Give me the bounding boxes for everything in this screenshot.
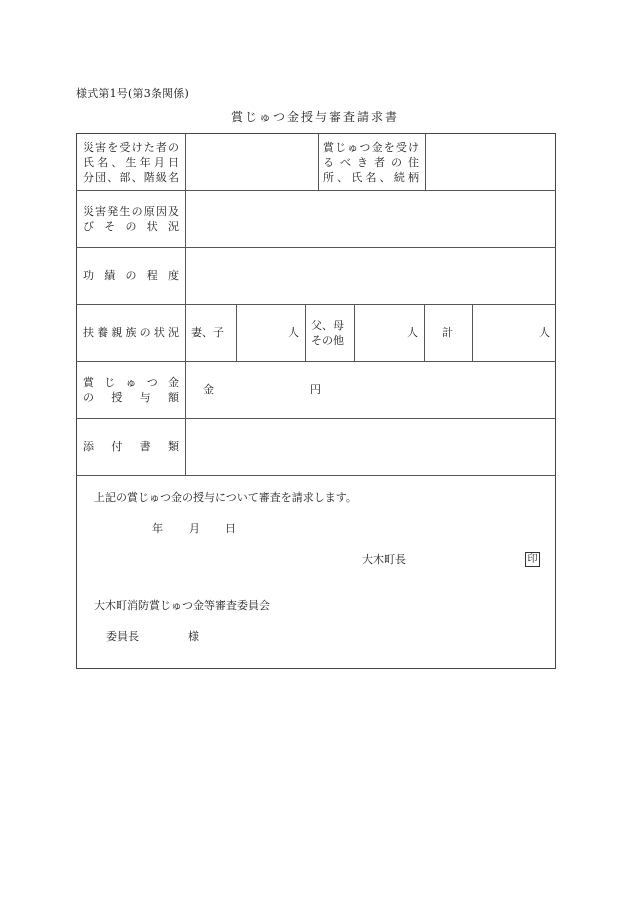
column-divider: [185, 133, 186, 475]
form-number: 様式第1号(第3条関係): [76, 87, 189, 100]
committee-name: 大木町消防賞じゅつ金等審査委員会: [94, 599, 270, 612]
date-year: 年: [152, 522, 163, 535]
victim-info-label: 災害を受けた者の 氏名、生年月日 分団、部、階級名: [83, 141, 179, 184]
mayor-addressee: 大木町長: [362, 553, 406, 566]
award-amount-label: 賞じゅつ金 の授与額: [83, 376, 179, 404]
row-divider: [76, 361, 556, 362]
total-unit: 人: [539, 326, 550, 339]
merit-degree-label: 功績の程度: [83, 269, 179, 282]
honorific: 様: [188, 630, 199, 643]
dependents-status-label: 扶養親族の状況: [83, 326, 179, 339]
attachments-label: 添付書類: [83, 440, 179, 453]
row-divider: [76, 190, 556, 191]
amount-unit: 円: [310, 383, 321, 396]
form-title: 賞じゅつ金授与審査請求書: [230, 110, 399, 124]
date-month: 月: [189, 522, 200, 535]
column-divider: [318, 133, 319, 190]
spouse-children-unit: 人: [288, 326, 299, 339]
column-divider: [354, 304, 355, 361]
request-statement: 上記の賞じゅつ金の授与について審査を請求します。: [94, 491, 357, 504]
parents-other-unit: 人: [407, 326, 418, 339]
column-divider: [472, 304, 473, 361]
seal-mark: 印: [525, 552, 540, 567]
column-divider: [424, 304, 425, 361]
row-divider: [76, 304, 556, 305]
chairman-title: 委員長: [106, 630, 139, 643]
column-divider: [305, 304, 306, 361]
column-divider: [425, 133, 426, 190]
amount-prefix: 金: [203, 383, 214, 396]
parents-other-label: 父、母 その他: [311, 319, 344, 347]
row-divider: [76, 247, 556, 248]
column-divider: [236, 304, 237, 361]
row-divider: [76, 418, 556, 419]
recipient-info-label: 賞じゅつ金を受け るべき者の住 所、氏名、続柄: [323, 141, 419, 184]
spouse-children-label: 妻、子: [191, 326, 224, 339]
row-divider: [76, 475, 556, 476]
cause-and-situation-label: 災害発生の原因及 びその状況: [83, 205, 179, 233]
date-day: 日: [225, 522, 236, 535]
total-label: 計: [442, 326, 453, 339]
